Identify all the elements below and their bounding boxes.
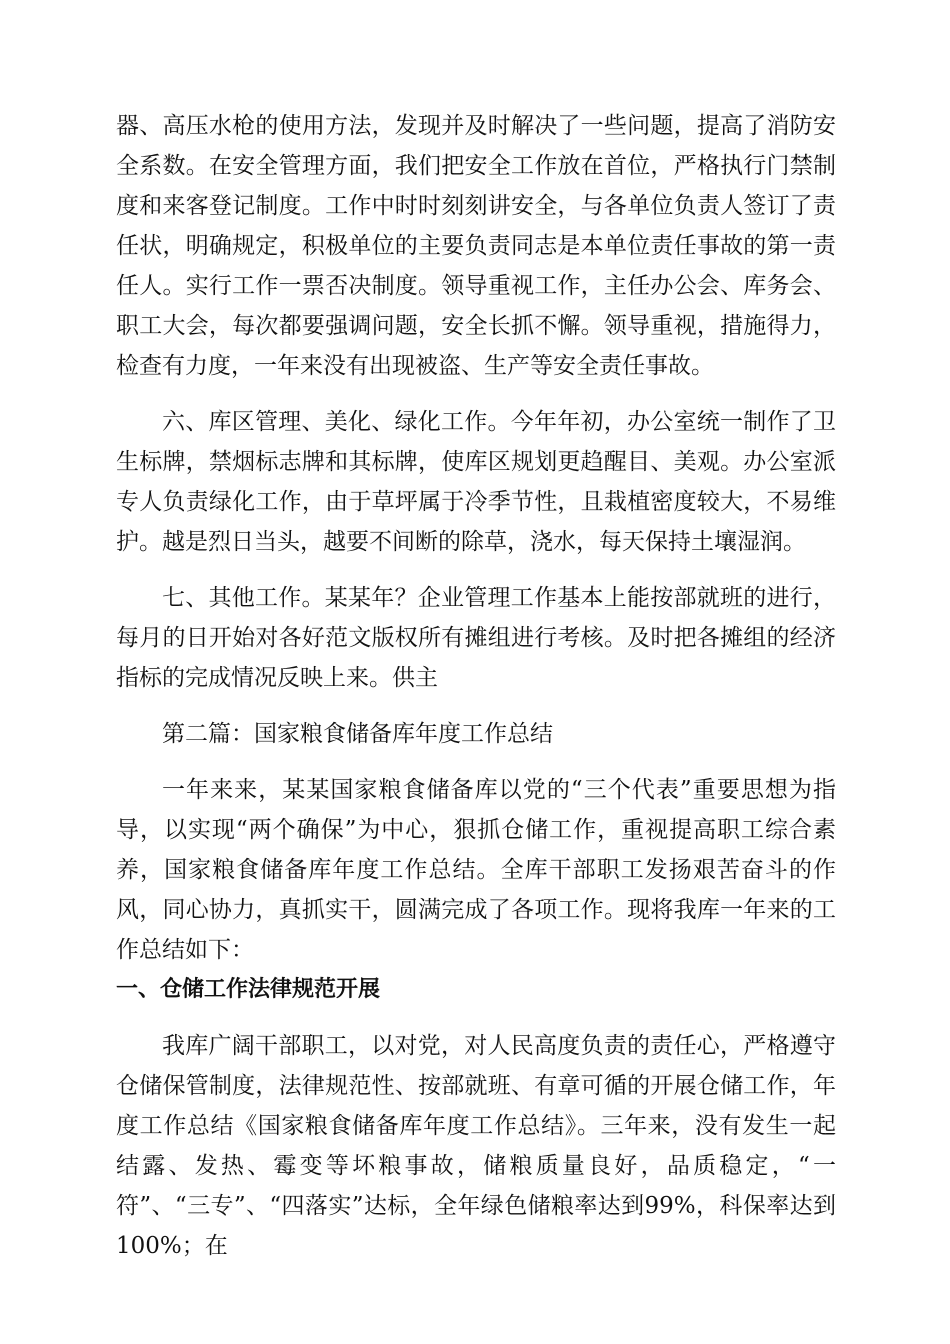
paragraph-safety: 器、高压水枪的使用方法，发现并及时解决了一些问题，提高了消防安全系数。在安全管理方面，我们把安全工作放在首位，严格执行门禁制度和来客登记制度。工作中时时刻刻讲安全，与各单位负责人签订了责任状，明确规定，积极单位的主要负责同志是本单位责任事故的第一责任人。实行工作一票否决制度。领导重视工作，主任办公会、库务会、职工大会，每次都要强调问题，安全长抓不懈。领导重视，措施得力，检查有力度，一年来没有出现被盗、生产等安全责任事故。 [116,113,836,379]
document-page [116,106,836,1266]
paragraph-storage: 我库广阔干部职工，以对党，对人民高度负责的责任心，严格遵守仓储保管制度，法律规范性、按部就班、有章可循的开展仓储工作，年度工作总结《国家粮食储备库年度工作总结》。三年来，没有发生一起结露、发热、霉变等坏粮事故，储粮质量良好，品质稳定，“一符”、“三专”、“四落实”达标，全年绿色储粮率达到99%，科保率达到100%；在 [116,1033,836,1259]
paragraph-section-seven: 七、其他工作。某某年？企业管理工作基本上能按部就班的进行，每月的日开始对各好范文版权所有摊组进行考核。及时把各摊组的经济指标的完成情况反映上来。供主 [116,585,836,691]
paragraph-section-six: 六、库区管理、美化、绿化工作。今年年初，办公室统一制作了卫生标牌，禁烟标志牌和其标牌，使库区规划更趋醒目、美观。办公室派专人负责绿化工作，由于草坪属于冷季节性，且栽植密度较大，不易维护。越是烈日当头，越要不间断的除草，浇水，每天保持土壤湿润。 [116,409,836,555]
section-heading: 一、仓储工作法律规范开展 [116,977,381,1002]
article-title: 第二篇：国家粮食储备库年度工作总结 [162,721,553,747]
paragraph-intro: 一年来来，某某国家粮食储备库以党的“三个代表”重要思想为指导，以实现“两个确保”为中心，狠抓仓储工作，重视提高职工综合素养，国家粮食储备库年度工作总结。全库干部职工发扬艰苦奋斗的作风，同心协力，真抓实干，圆满完成了各项工作。现将我库一年来的工作总结如下： [116,777,836,963]
